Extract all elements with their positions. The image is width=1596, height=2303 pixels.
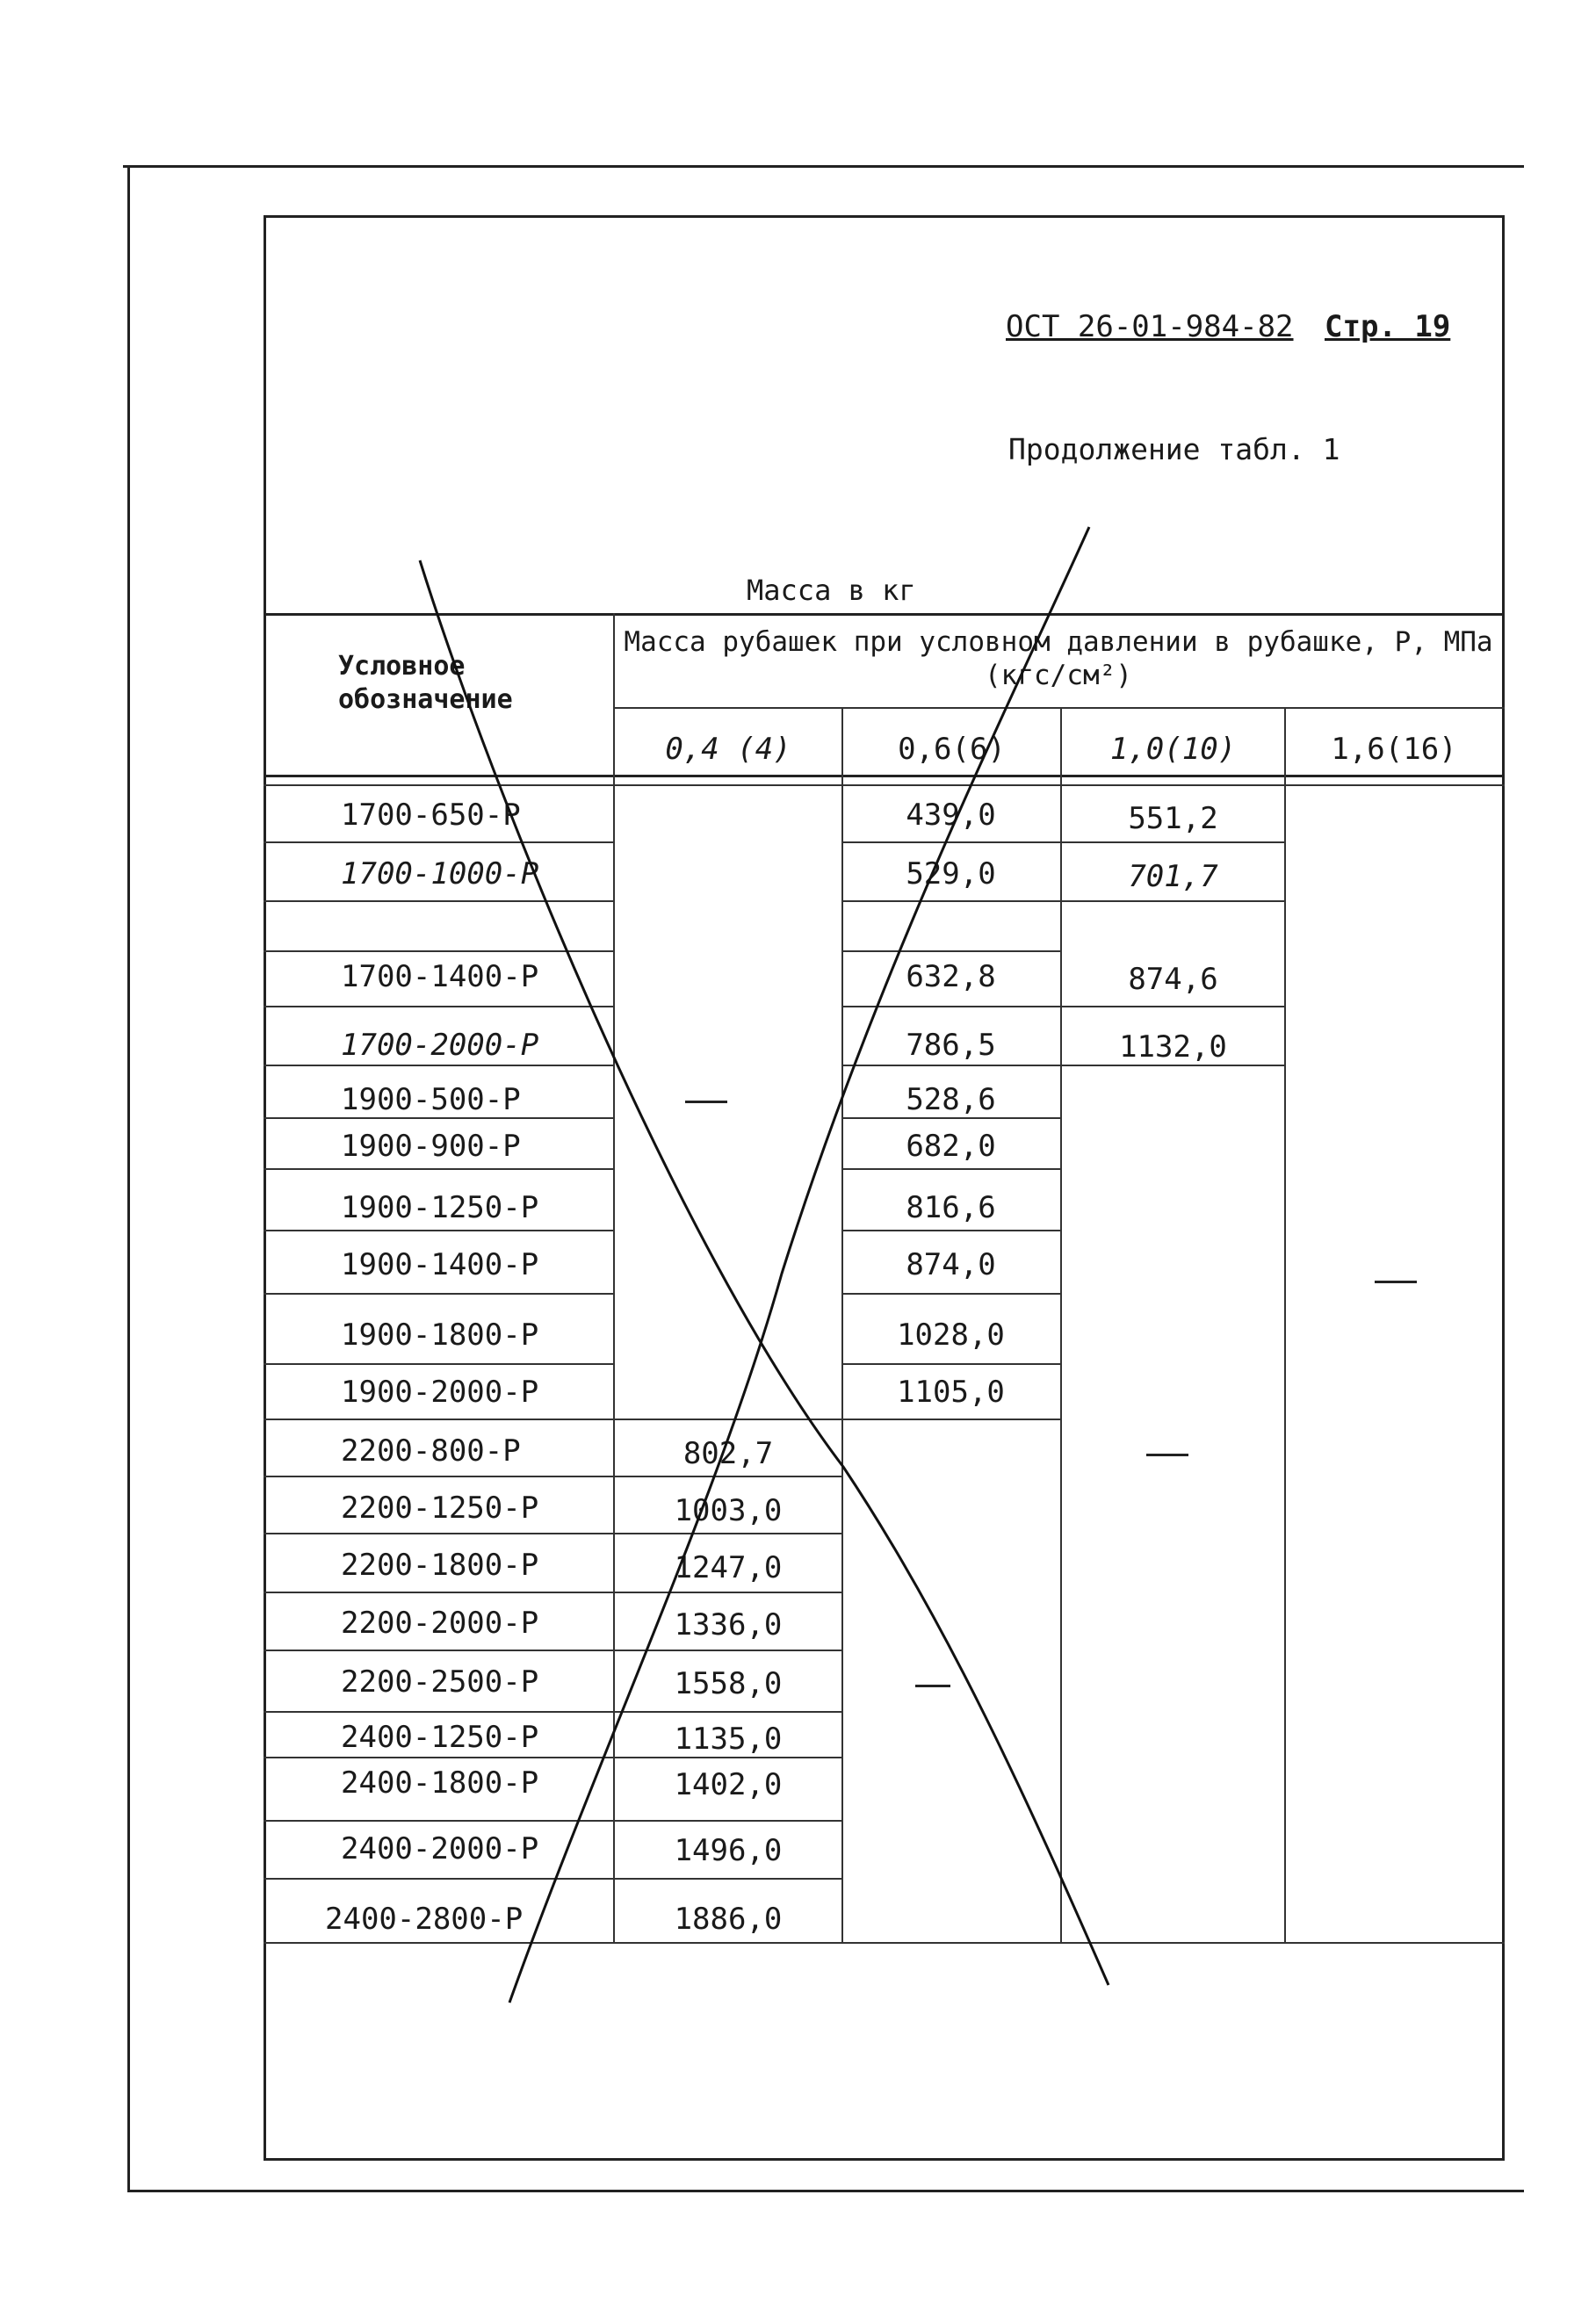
row-designation-19: 2400-2000-Р xyxy=(341,1831,539,1866)
p04-value-18: 1402,0 xyxy=(674,1767,783,1802)
row-designation-14: 2200-1800-Р xyxy=(341,1548,539,1583)
designation-header: Условное обозначение xyxy=(338,651,513,715)
row-designation-4: 1700-1400-Р xyxy=(341,959,539,994)
p06-value-5: 786,5 xyxy=(906,1028,996,1063)
pressure-header-1: 0,6(6) xyxy=(898,732,1006,767)
p04-value-12: 802,7 xyxy=(682,1436,774,1471)
p06-value-1: 439,0 xyxy=(906,798,996,833)
p04-value-19: 1496,0 xyxy=(674,1833,783,1868)
p06-value-8: 816,6 xyxy=(906,1190,996,1225)
pressure-header-3: 1,6(16) xyxy=(1331,732,1457,767)
row-designation-11: 1900-2000-Р xyxy=(341,1375,539,1410)
p06-value-4: 632,8 xyxy=(906,959,996,994)
p04-value-15: 1336,0 xyxy=(674,1607,783,1642)
p04-value-17: 1135,0 xyxy=(674,1722,783,1757)
table-continuation: Продолжение табл. 1 xyxy=(1008,432,1340,466)
row-designation-10: 1900-1800-Р xyxy=(341,1318,539,1353)
p06-value-7: 682,0 xyxy=(906,1129,996,1164)
row-designation-6: 1900-500-Р xyxy=(341,1082,521,1117)
cross-stroke-right-to-left xyxy=(509,527,1089,2003)
row-designation-9: 1900-1400-Р xyxy=(341,1247,539,1282)
row-designation-15: 2200-2000-Р xyxy=(341,1606,539,1641)
p10-value-2: 701,7 xyxy=(1128,859,1218,894)
doc-code: ОСТ 26-01-984-82 xyxy=(1006,309,1294,344)
p06-value-2: 529,0 xyxy=(906,856,996,892)
pressure-header-2: 1,0(10) xyxy=(1109,732,1237,767)
p06-value-6: 528,6 xyxy=(906,1082,996,1117)
row-designation-13: 2200-1250-Р xyxy=(341,1491,539,1526)
row-designation-17: 2400-1250-Р xyxy=(341,1720,539,1755)
p04-value-16: 1558,0 xyxy=(674,1666,783,1701)
p04-value-14: 1247,0 xyxy=(674,1550,783,1585)
row-designation-2: 1700-1000-Р xyxy=(341,856,539,892)
row-designation-18: 2400-1800-Р xyxy=(341,1765,539,1801)
row-designation-7: 1900-900-Р xyxy=(341,1129,521,1164)
row-designation-20: 2400-2800-Р xyxy=(325,1902,524,1937)
cross-stroke-left-to-right xyxy=(420,560,1109,1985)
pressure-header-0: 0,4 (4) xyxy=(665,732,791,767)
p04-value-13: 1003,0 xyxy=(674,1493,783,1528)
row-designation-12: 2200-800-Р xyxy=(341,1433,521,1469)
p06-value-10: 1028,0 xyxy=(897,1318,1005,1353)
row-designation-5: 1700-2000-Р xyxy=(341,1028,539,1063)
table-caption: Масса в кг xyxy=(747,574,916,607)
row-designation-1: 1700-650-Р xyxy=(341,798,521,833)
page-number: Стр. 19 xyxy=(1325,309,1451,344)
p10-value-1: 551,2 xyxy=(1128,801,1218,836)
row-designation-8: 1900-1250-Р xyxy=(341,1190,539,1225)
p06-value-11: 1105,0 xyxy=(897,1375,1005,1410)
p06-value-9: 874,0 xyxy=(906,1247,996,1282)
row-designation-16: 2200-2500-Р xyxy=(341,1664,539,1700)
p04-value-20: 1886,0 xyxy=(674,1902,783,1937)
mass-group-header: Масса рубашек при условном давлении в рубашке, Р, МПа (кгс/см²) xyxy=(624,626,1493,691)
p10-value-4: 874,6 xyxy=(1128,962,1218,997)
p10-value-5: 1132,0 xyxy=(1119,1029,1227,1065)
